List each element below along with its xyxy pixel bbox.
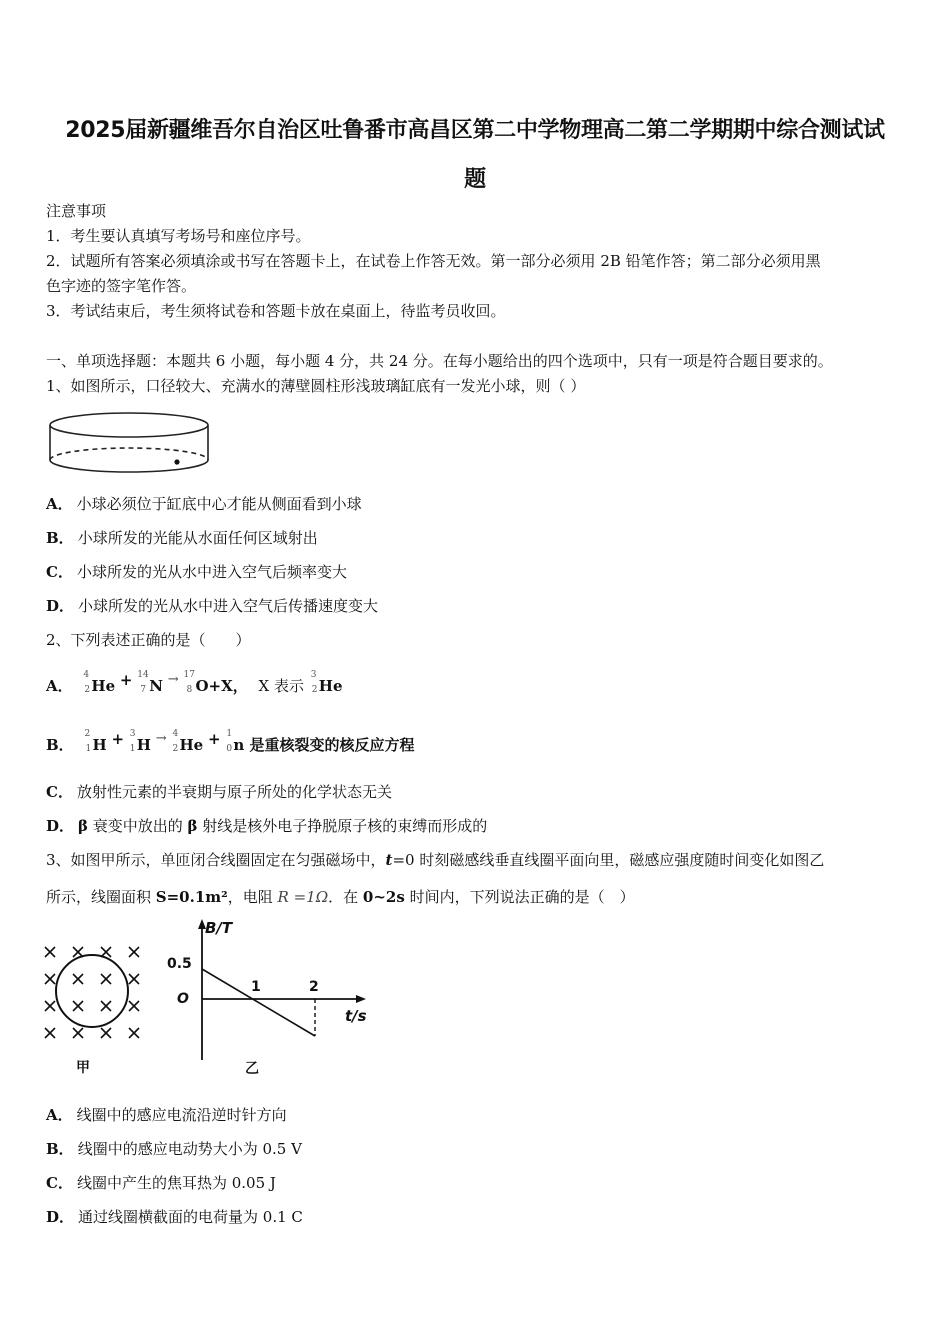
q2-a-o17-mass: 17 [183, 670, 195, 680]
q1-option-c[interactable] [46, 562, 347, 582]
fig-jia-label: 甲 [76, 1060, 90, 1076]
notice-heading: 注意事项 [46, 202, 107, 220]
q3-stem1b: =0 时刻磁感线垂直线圈平面向里，磁感应强度随时间变化如图乙 [392, 851, 825, 869]
q2-a-he4 [81, 670, 116, 696]
field-cross-icon [129, 1028, 139, 1038]
notice-item-3: 3．考试结束后，考生须将试卷和答题卡放在桌面上，待监考员收回。 [46, 302, 506, 320]
q2-a-n14-z: 7 [140, 685, 147, 695]
q2-a-x-label: X 表示 [258, 677, 304, 695]
q3-a-letter: A． [46, 1106, 73, 1124]
q2-d-letter: D． [46, 817, 75, 835]
q2-b-h3-z: 1 [129, 744, 136, 754]
q1-a-letter: A． [46, 495, 73, 513]
q3-c-letter: C． [46, 1174, 73, 1192]
q2-a-he3-mass: 3 [310, 670, 317, 680]
q2-b-h2-z: 1 [85, 744, 92, 754]
dish-bottom-back [50, 448, 208, 460]
q2-option-d[interactable] [46, 816, 487, 836]
notice-item-2b: 色字迹的签字笔作答。 [46, 277, 197, 295]
q3-option-d[interactable] [46, 1207, 303, 1227]
q1-b-text: 小球所发的光能从水面任何区域射出 [77, 529, 318, 547]
q2-a-he4-z: 2 [84, 685, 91, 695]
q3-a-text: 线圈中的感应电流沿逆时针方向 [76, 1106, 287, 1124]
q3-figure-jia [40, 938, 150, 1078]
q2-b-h3 [129, 729, 151, 755]
q2-a-he3-symbol: He [318, 677, 343, 695]
q2-b-h3-symbol: H [136, 736, 151, 754]
field-cross-icon [73, 1028, 83, 1038]
section-1-heading: 一、单项选择题：本题共 6 小题，每小题 4 分，共 24 分。在每小题给出的四个选项中，只有一项是符合题目要求的。 [46, 352, 833, 370]
q3-figure-yi [165, 915, 380, 1080]
coil-circle [56, 955, 128, 1027]
q2-b-neutron [225, 729, 415, 755]
q3-stem1-t: t [385, 851, 393, 869]
q1-a-text: 小球必须位于缸底中心才能从侧面看到小球 [76, 495, 362, 513]
q1-b-letter: B． [46, 529, 74, 547]
field-cross-icon [101, 1028, 111, 1038]
fig-yi-label: 乙 [245, 1061, 259, 1077]
q2-a-n14-mass: 14 [137, 670, 149, 680]
q3-option-a[interactable] [46, 1105, 287, 1125]
q1-glass-dish-figure [46, 408, 214, 480]
q3-stem2-area: S=0.1m² [155, 888, 228, 906]
q1-option-a[interactable] [46, 494, 362, 514]
field-cross-icon [129, 947, 139, 957]
q3-b-text: 线圈中的感应电动势大小为 0.5 V [77, 1140, 302, 1158]
q2-option-b[interactable] [46, 729, 415, 757]
q3-b-letter: B． [46, 1140, 74, 1158]
q2-b-he4-mass: 4 [172, 729, 179, 739]
tick-label-2: 2 [309, 979, 319, 995]
q2-b-plus-2: + [207, 730, 221, 748]
q3-c-text: 线圈中产生的焦耳热为 0.05 J [76, 1174, 276, 1192]
q2-b-h3-mass: 3 [129, 729, 136, 739]
field-cross-icon [73, 947, 83, 957]
q3-stem-line-2 [46, 887, 635, 907]
q2-a-he4-mass: 4 [83, 670, 90, 680]
q1-option-d[interactable] [46, 596, 378, 616]
q1-c-text: 小球所发的光从水中进入空气后频率变大 [76, 563, 347, 581]
q2-b-he4-z: 2 [172, 744, 179, 754]
field-cross-icon [73, 1001, 83, 1011]
q2-d-mid: 衰变中放出的 [87, 817, 188, 835]
field-cross-icon [101, 1001, 111, 1011]
q2-b-neutron-z: 0 [226, 744, 233, 754]
q2-a-o17-symbol: O+X， [195, 677, 248, 695]
q2-option-c[interactable] [46, 782, 392, 802]
q2-b-he4 [171, 729, 204, 755]
q1-d-text: 小球所发的光从水中进入空气后传播速度变大 [78, 597, 379, 615]
q2-d-beta-1: β [78, 817, 88, 835]
axis-label-x: t/s [345, 1007, 367, 1025]
q1-stem: 1、如图所示，口径较大、充满水的薄壁圆柱形浅玻璃缸底有一发光小球，则（ ） [46, 377, 586, 395]
q2-b-plus-1: + [111, 730, 125, 748]
q1-c-letter: C． [46, 563, 73, 581]
q3-d-letter: D． [46, 1208, 75, 1226]
q1-d-letter: D． [46, 597, 75, 615]
q2-b-neutron-mass: 1 [226, 729, 233, 739]
field-cross-icon [45, 947, 55, 957]
q3-stem1a: 3、如图甲所示，单匝闭合线圈固定在匀强磁场中， [46, 851, 386, 869]
q3-stem2a: 所示，线圈面积 [46, 888, 156, 906]
q3-stem2d: 时间内，下列说法正确的是（ ） [404, 888, 635, 906]
field-cross-icon [45, 974, 55, 984]
q2-a-letter: A． [46, 677, 73, 695]
q2-stem: 2、下列表述正确的是（ ） [46, 631, 251, 649]
title-line-1: 2025届新疆维吾尔自治区吐鲁番市高昌区第二中学物理高二第二学期期中综合测试试 [65, 118, 885, 143]
q2-a-o17 [183, 670, 248, 696]
q3-stem2-resistance: R =1Ω [277, 888, 329, 906]
notice-item-2a: 2．试题所有答案必须填涂或书写在答题卡上，在试卷上作答无效。第一部分必须用 2B 铅笔作答；第二部分必须用黑 [46, 252, 821, 270]
field-cross-icon [73, 974, 83, 984]
field-cross-icon [45, 1028, 55, 1038]
q2-d-text: 射线是核外电子挣脱原子核的束缚而形成的 [197, 817, 488, 835]
q2-a-o17-z: 8 [186, 685, 193, 695]
field-cross-icon [129, 1001, 139, 1011]
tick-label-origin: O [177, 991, 189, 1007]
tick-label-0-5: 0.5 [167, 956, 192, 972]
q2-b-h2 [82, 729, 107, 755]
q2-b-tail-text: n 是重核裂变的核反应方程 [233, 736, 415, 754]
q3-stem-line-1 [46, 850, 824, 870]
q3-stem2-range: 0~2s [362, 888, 405, 906]
light-ball [174, 459, 179, 464]
q2-a-he4-symbol: He [91, 677, 116, 695]
dish-top-rim [50, 413, 208, 437]
q2-b-arrow: → [155, 731, 167, 746]
q3-d-text: 通过线圈横截面的电荷量为 0.1 C [78, 1208, 303, 1226]
title-line-2: 题 [464, 167, 486, 192]
magnetic-field-crosses [45, 947, 139, 1038]
q3-stem2b: ，电阻 [227, 888, 278, 906]
q2-b-he4-symbol: He [179, 736, 204, 754]
field-cross-icon [129, 974, 139, 984]
q2-a-n14 [137, 670, 163, 696]
q1-option-b[interactable] [46, 528, 318, 548]
x-axis-arrow-icon [356, 995, 366, 1003]
notice-item-1: 1．考生要认真填写考场号和座位序号。 [46, 227, 311, 245]
q2-a-arrow: → [167, 672, 179, 687]
field-cross-icon [45, 1001, 55, 1011]
dish-bottom-front [50, 460, 208, 472]
q2-c-text: 放射性元素的半衰期与原子所处的化学状态无关 [76, 783, 392, 801]
q2-a-he3 [309, 670, 343, 696]
q2-option-a[interactable] [46, 670, 343, 698]
q2-b-h2-mass: 2 [84, 729, 91, 739]
q3-stem2c: ．在 [328, 888, 363, 906]
q2-a-plus: + [119, 671, 133, 689]
tick-label-1: 1 [251, 979, 261, 995]
q3-option-b[interactable] [46, 1139, 302, 1159]
q2-a-he3-z: 2 [311, 685, 318, 695]
q2-b-h2-symbol: H [92, 736, 107, 754]
q3-option-c[interactable] [46, 1173, 276, 1193]
q2-c-letter: C． [46, 783, 73, 801]
q2-b-letter: B． [46, 736, 74, 754]
field-cross-icon [101, 974, 111, 984]
q2-d-beta-2: β [187, 817, 198, 835]
field-cross-icon [101, 947, 111, 957]
axis-label-y: B/T [205, 919, 233, 937]
q2-a-n14-symbol: N [149, 677, 163, 695]
